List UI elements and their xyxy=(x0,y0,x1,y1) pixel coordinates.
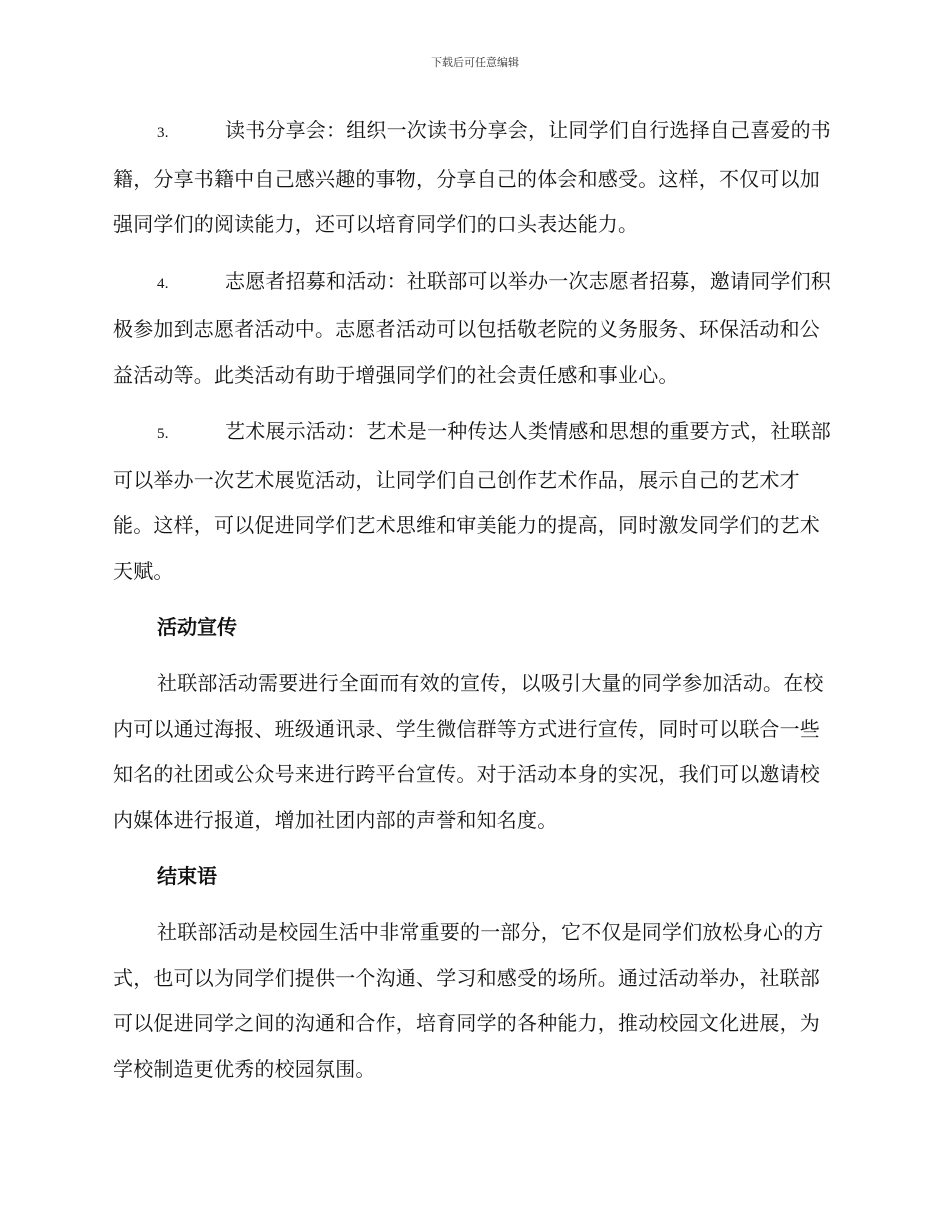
page-header: 下载后可任意编辑 xyxy=(431,56,519,69)
section-paragraph-conclusion: 社联部活动是校园生活中非常重要的一部分，它不仅是同学们放松身心的方式，也可以为同学们提供一个沟通、学习和感受的场所。通过活动举办，社联部可以促进同学之间的沟通和合作，培育同学的各种能力，推动校园文化进展，为学校制造更优秀的校园氛围。 xyxy=(113,920,824,1081)
list-item-text: 艺术展示活动：艺术是一种传达人类情感和思想的重要方式，社联部可以举办一次艺术展览活动，让同学们自己创作艺术作品，展示自己的艺术才能。这样，可以促进同学们艺术思维和审美能力的提高，同时激发同学们的艺术天赋。 xyxy=(113,419,831,583)
list-item-number: 5. xyxy=(157,426,169,442)
list-item-number: 3. xyxy=(157,125,169,141)
section-paragraph-promotion: 社联部活动需要进行全面而有效的宣传，以吸引大量的同学参加活动。在校内可以通过海报、班级通讯录、学生微信群等方式进行宣传，同时可以联合一些知名的社团或公众号来进行跨平台宣传。对于活动本身的实况，我们可以邀请校内媒体进行报道，增加社团内部的声誉和知名度。 xyxy=(113,671,824,832)
list-item-number: 4. xyxy=(157,275,169,292)
list-item-5 xyxy=(113,409,833,594)
list-item-3 xyxy=(113,108,833,248)
document-body xyxy=(113,108,833,1103)
list-item-text: 志愿者招募和活动：社联部可以举办一次志愿者招募，邀请同学们积极参加到志愿者活动中。志愿者活动可以包括敬老院的义务服务、环保活动和公益活动等。此类活动有助于增强同学们的社会责任感和事业心。 xyxy=(113,268,831,387)
section-heading-promotion: 活动宣传 xyxy=(157,615,237,639)
list-item-4 xyxy=(113,259,833,399)
list-item-text: 读书分享会：组织一次读书分享会，让同学们自行选择自己喜爱的书籍，分享书籍中自己感兴趣的事物，分享自己的体会和感受。这样，不仅可以加强同学们的阅读能力，还可以培育同学们的口头表达能力。 xyxy=(113,118,831,236)
section-heading-conclusion: 结束语 xyxy=(157,864,217,888)
